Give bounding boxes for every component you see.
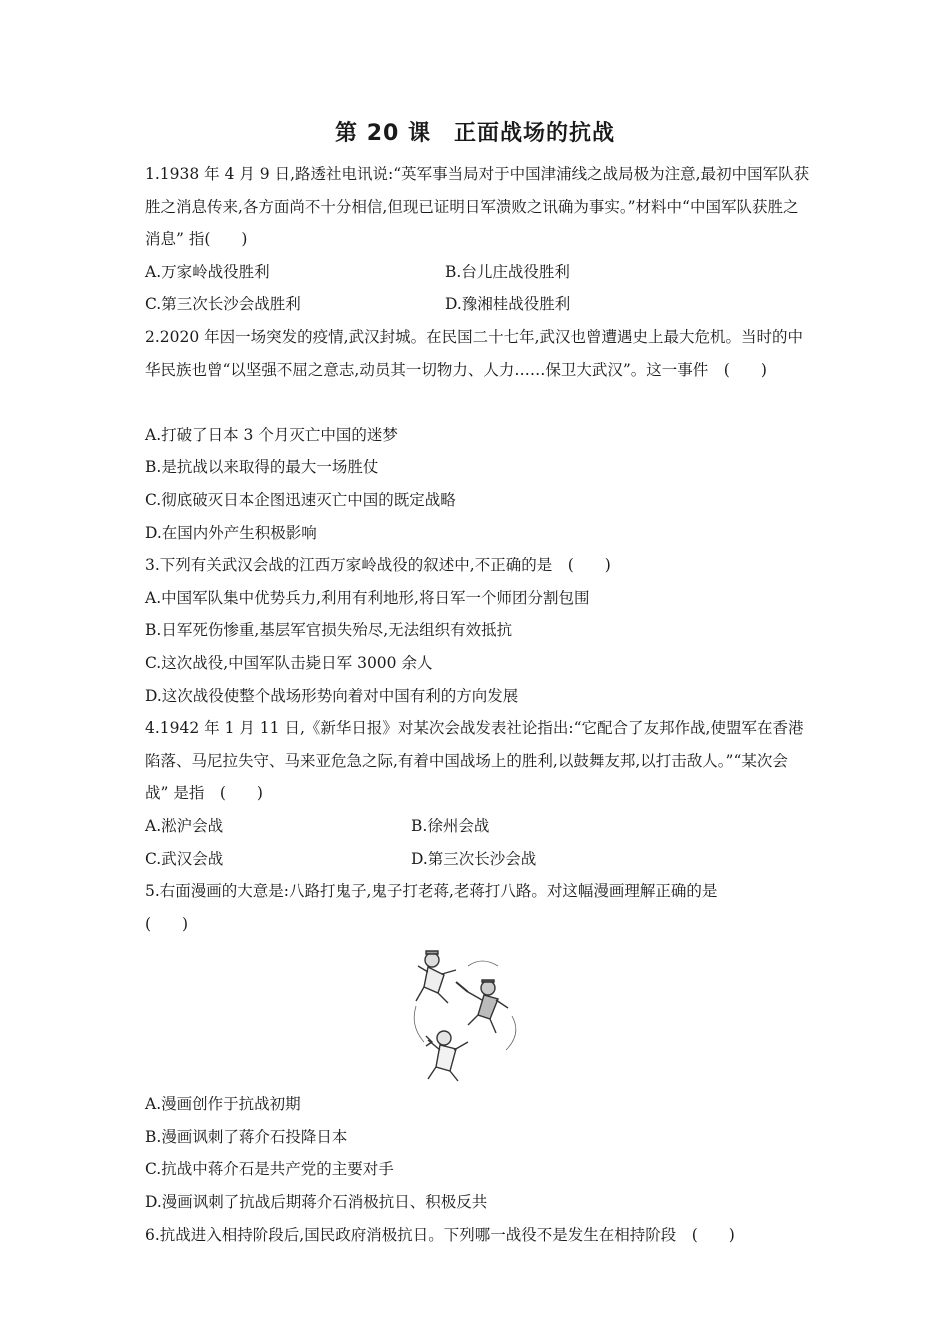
- question-5-stem: 5.右面漫画的大意是:八路打鬼子,鬼子打老蒋,老蒋打八路。对这幅漫画理解正确的是 ( ): [145, 882, 733, 933]
- page-title: 第 20 课 正面战场的抗战: [335, 121, 615, 146]
- question-4-option-c[interactable]: C.武汉会战: [145, 849, 224, 868]
- question-4-options-row-1: [145, 810, 811, 843]
- question-list: [145, 158, 811, 1251]
- question-4-option-b[interactable]: B.徐州会战: [411, 816, 490, 835]
- cartoon-figure-chiang-icon: [426, 1031, 468, 1081]
- question-1-option-d[interactable]: D.豫湘桂战役胜利: [445, 295, 571, 314]
- question-1-option-b[interactable]: B.台儿庄战役胜利: [445, 262, 570, 281]
- question-3-option-d[interactable]: D.这次战役使整个战场形势向着对中国有利的方向发展: [145, 686, 519, 705]
- cartoon-image: [408, 946, 538, 1086]
- cartoon-figure-soldier-icon: [416, 951, 456, 1003]
- question-1-stem: 1.1938 年 4 月 9 日,路透社电讯说:“英军事当局对于中国津浦线之战局极为注意,最初中国军队获胜之消息传来,各方面尚不十分相信,但现已证明日军溃败之讯确为事实。”材料中“中国军队获胜之消息” 指( ): [145, 165, 810, 249]
- question-3-option-a[interactable]: A.中国军队集中优势兵力,利用有利地形,将日军一个师团分割包围: [145, 588, 590, 607]
- question-4-option-d[interactable]: D.第三次长沙会战: [411, 849, 537, 868]
- question-3-option-c[interactable]: C.这次战役,中国军队击毙日军 3000 余人: [145, 653, 433, 672]
- question-5-option-b[interactable]: B.漫画讽刺了蒋介石投降日本: [145, 1127, 348, 1146]
- question-4-options-row-2: [145, 843, 811, 876]
- question-1-option-c[interactable]: C.第三次长沙会战胜利: [145, 295, 301, 314]
- question-5-option-a[interactable]: A.漫画创作于抗战初期: [145, 1095, 301, 1114]
- question-4-option-a[interactable]: A.淞沪会战: [145, 816, 224, 835]
- question-5-option-c[interactable]: C.抗战中蒋介石是共产党的主要对手: [145, 1160, 394, 1179]
- question-5-option-d[interactable]: D.漫画讽刺了抗战后期蒋介石消极抗日、积极反共: [145, 1193, 488, 1212]
- question-4-stem: 4.1942 年 1 月 11 日,《新华日报》对某次会战发表社论指出:“它配合了友邦作战,使盟军在香港陷落、马尼拉失守、马来亚危急之际,有着中国战场上的胜利,以鼓舞友邦,以打击敌人。”“某次会战” 是指 ( ): [145, 719, 804, 803]
- question-2-option-c[interactable]: C.彻底破灭日本企图迅速灭亡中国的既定战略: [145, 490, 456, 509]
- question-2-stem: 2.2020 年因一场突发的疫情,武汉封城。在民国二十七年,武汉也曾遭遇史上最大危机。当时的中华民族也曾“以坚强不屈之意志,动员其一切物力、人力……保卫大武汉”。这一事件 ( ): [145, 327, 804, 379]
- question-3-stem: 3.下列有关武汉会战的江西万家岭战役的叙述中,不正确的是 ( ): [145, 556, 611, 575]
- question-6-stem: 6.抗战进入相持阶段后,国民政府消极抗日。下列哪一战役不是发生在相持阶段 ( ): [145, 1225, 735, 1244]
- question-1-options-row-2: [145, 288, 811, 321]
- cartoon-figure-japanese-soldier-icon: [456, 980, 508, 1033]
- question-2-option-a[interactable]: A.打破了日本 3 个月灭亡中国的迷梦: [145, 425, 398, 444]
- question-3-option-b[interactable]: B.日军死伤惨重,基层军官损失殆尽,无法组织有效抵抗: [145, 621, 513, 640]
- question-1-option-a[interactable]: A.万家岭战役胜利: [145, 262, 270, 281]
- question-2-option-d[interactable]: D.在国内外产生积极影响: [145, 523, 317, 542]
- question-2-option-b[interactable]: B.是抗战以来取得的最大一场胜仗: [145, 458, 379, 477]
- question-1-options-row-1: [145, 256, 811, 289]
